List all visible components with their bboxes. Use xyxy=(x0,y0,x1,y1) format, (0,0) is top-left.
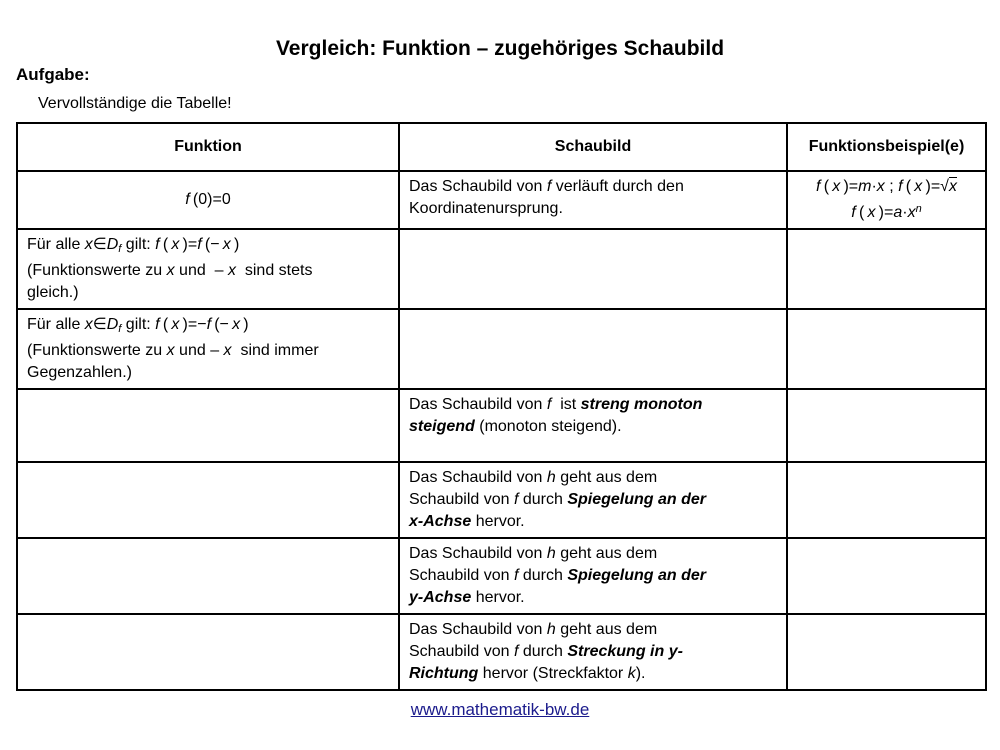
cell-schaubild xyxy=(399,614,787,690)
cell-funktion xyxy=(17,462,399,538)
text-line: gleich.) xyxy=(27,284,79,301)
text-line: Das Schaubild von h geht aus dem xyxy=(409,621,658,638)
text-line: Schaubild von f durch Spiegelung an der xyxy=(409,567,707,584)
instruction-text: Vervollständige die Tabelle! xyxy=(38,95,232,112)
footer xyxy=(0,700,1000,720)
task-label: Aufgabe: xyxy=(16,65,90,84)
footer-link[interactable]: www.mathematik-bw.de xyxy=(410,700,590,719)
cell-beispiele xyxy=(787,171,986,229)
table-row xyxy=(17,614,986,690)
cell-funktion xyxy=(17,614,399,690)
text-line: f ( x )$=a\cdot x^n$ xyxy=(851,203,922,221)
text-line: (Funktionswerte zu x und – x sind immer xyxy=(27,342,319,359)
text-line: Für alle x∈Df gilt: f ( x )=−f (− x ) xyxy=(27,316,249,335)
cell-beispiele xyxy=(787,389,986,462)
cell-schaubild xyxy=(399,229,787,309)
table-row xyxy=(17,462,986,538)
table-row xyxy=(17,538,986,614)
table-body xyxy=(17,171,986,690)
cell-beispiele xyxy=(787,538,986,614)
table-row xyxy=(17,389,986,462)
cell-funktion xyxy=(17,229,399,309)
cell-beispiele xyxy=(787,309,986,389)
table-header-row xyxy=(17,123,986,171)
text-line: Für alle x∈Df gilt: f ( x )=f (− x ) xyxy=(27,236,240,255)
text-line: steigend (monoton steigend). xyxy=(409,418,622,435)
table-row xyxy=(17,309,986,389)
text-line: Das Schaubild von h geht aus dem xyxy=(409,545,658,562)
text-line: (Funktionswerte zu x und – x sind stets xyxy=(27,262,313,279)
cell-schaubild xyxy=(399,538,787,614)
worksheet-table xyxy=(16,122,987,691)
cell-schaubild xyxy=(399,171,787,229)
cell-funktion xyxy=(17,538,399,614)
cell-beispiele xyxy=(787,462,986,538)
column-header-funktion: Funktion xyxy=(17,123,399,171)
cell-schaubild xyxy=(399,309,787,389)
text-line: x-Achse hervor. xyxy=(409,513,525,530)
column-header-funktionsbeispiele: Funktionsbeispiel(e) xyxy=(787,123,986,171)
table-container xyxy=(16,122,987,691)
text-line: Das Schaubild von f verläuft durch den xyxy=(409,178,684,195)
text-line: Gegenzahlen.) xyxy=(27,364,132,381)
text-line: y-Achse hervor. xyxy=(409,589,525,606)
text-line: f ( x )=m·x ; f ( x )=√x xyxy=(816,178,957,195)
cell-funktion xyxy=(17,309,399,389)
cell-beispiele xyxy=(787,229,986,309)
cell-schaubild xyxy=(399,389,787,462)
text-line: Das Schaubild von h geht aus dem xyxy=(409,469,658,486)
text-line: Koordinatenursprung. xyxy=(409,200,563,217)
cell-funktion xyxy=(17,171,399,229)
table-row xyxy=(17,171,986,229)
text-line: Das Schaubild von f ist streng monoton xyxy=(409,396,703,413)
cell-beispiele xyxy=(787,614,986,690)
page-title: Vergleich: Funktion – zugehöriges Schaubild xyxy=(275,37,725,60)
text-line: Schaubild von f durch Spiegelung an der xyxy=(409,491,707,508)
column-header-schaubild: Schaubild xyxy=(399,123,787,171)
text-line: Schaubild von f durch Streckung in y- xyxy=(409,643,683,660)
cell-funktion xyxy=(17,389,399,462)
text-line: Richtung hervor (Streckfaktor k). xyxy=(409,665,646,682)
table-row xyxy=(17,229,986,309)
cell-schaubild xyxy=(399,462,787,538)
text-line: f (0)=0 xyxy=(185,191,231,208)
